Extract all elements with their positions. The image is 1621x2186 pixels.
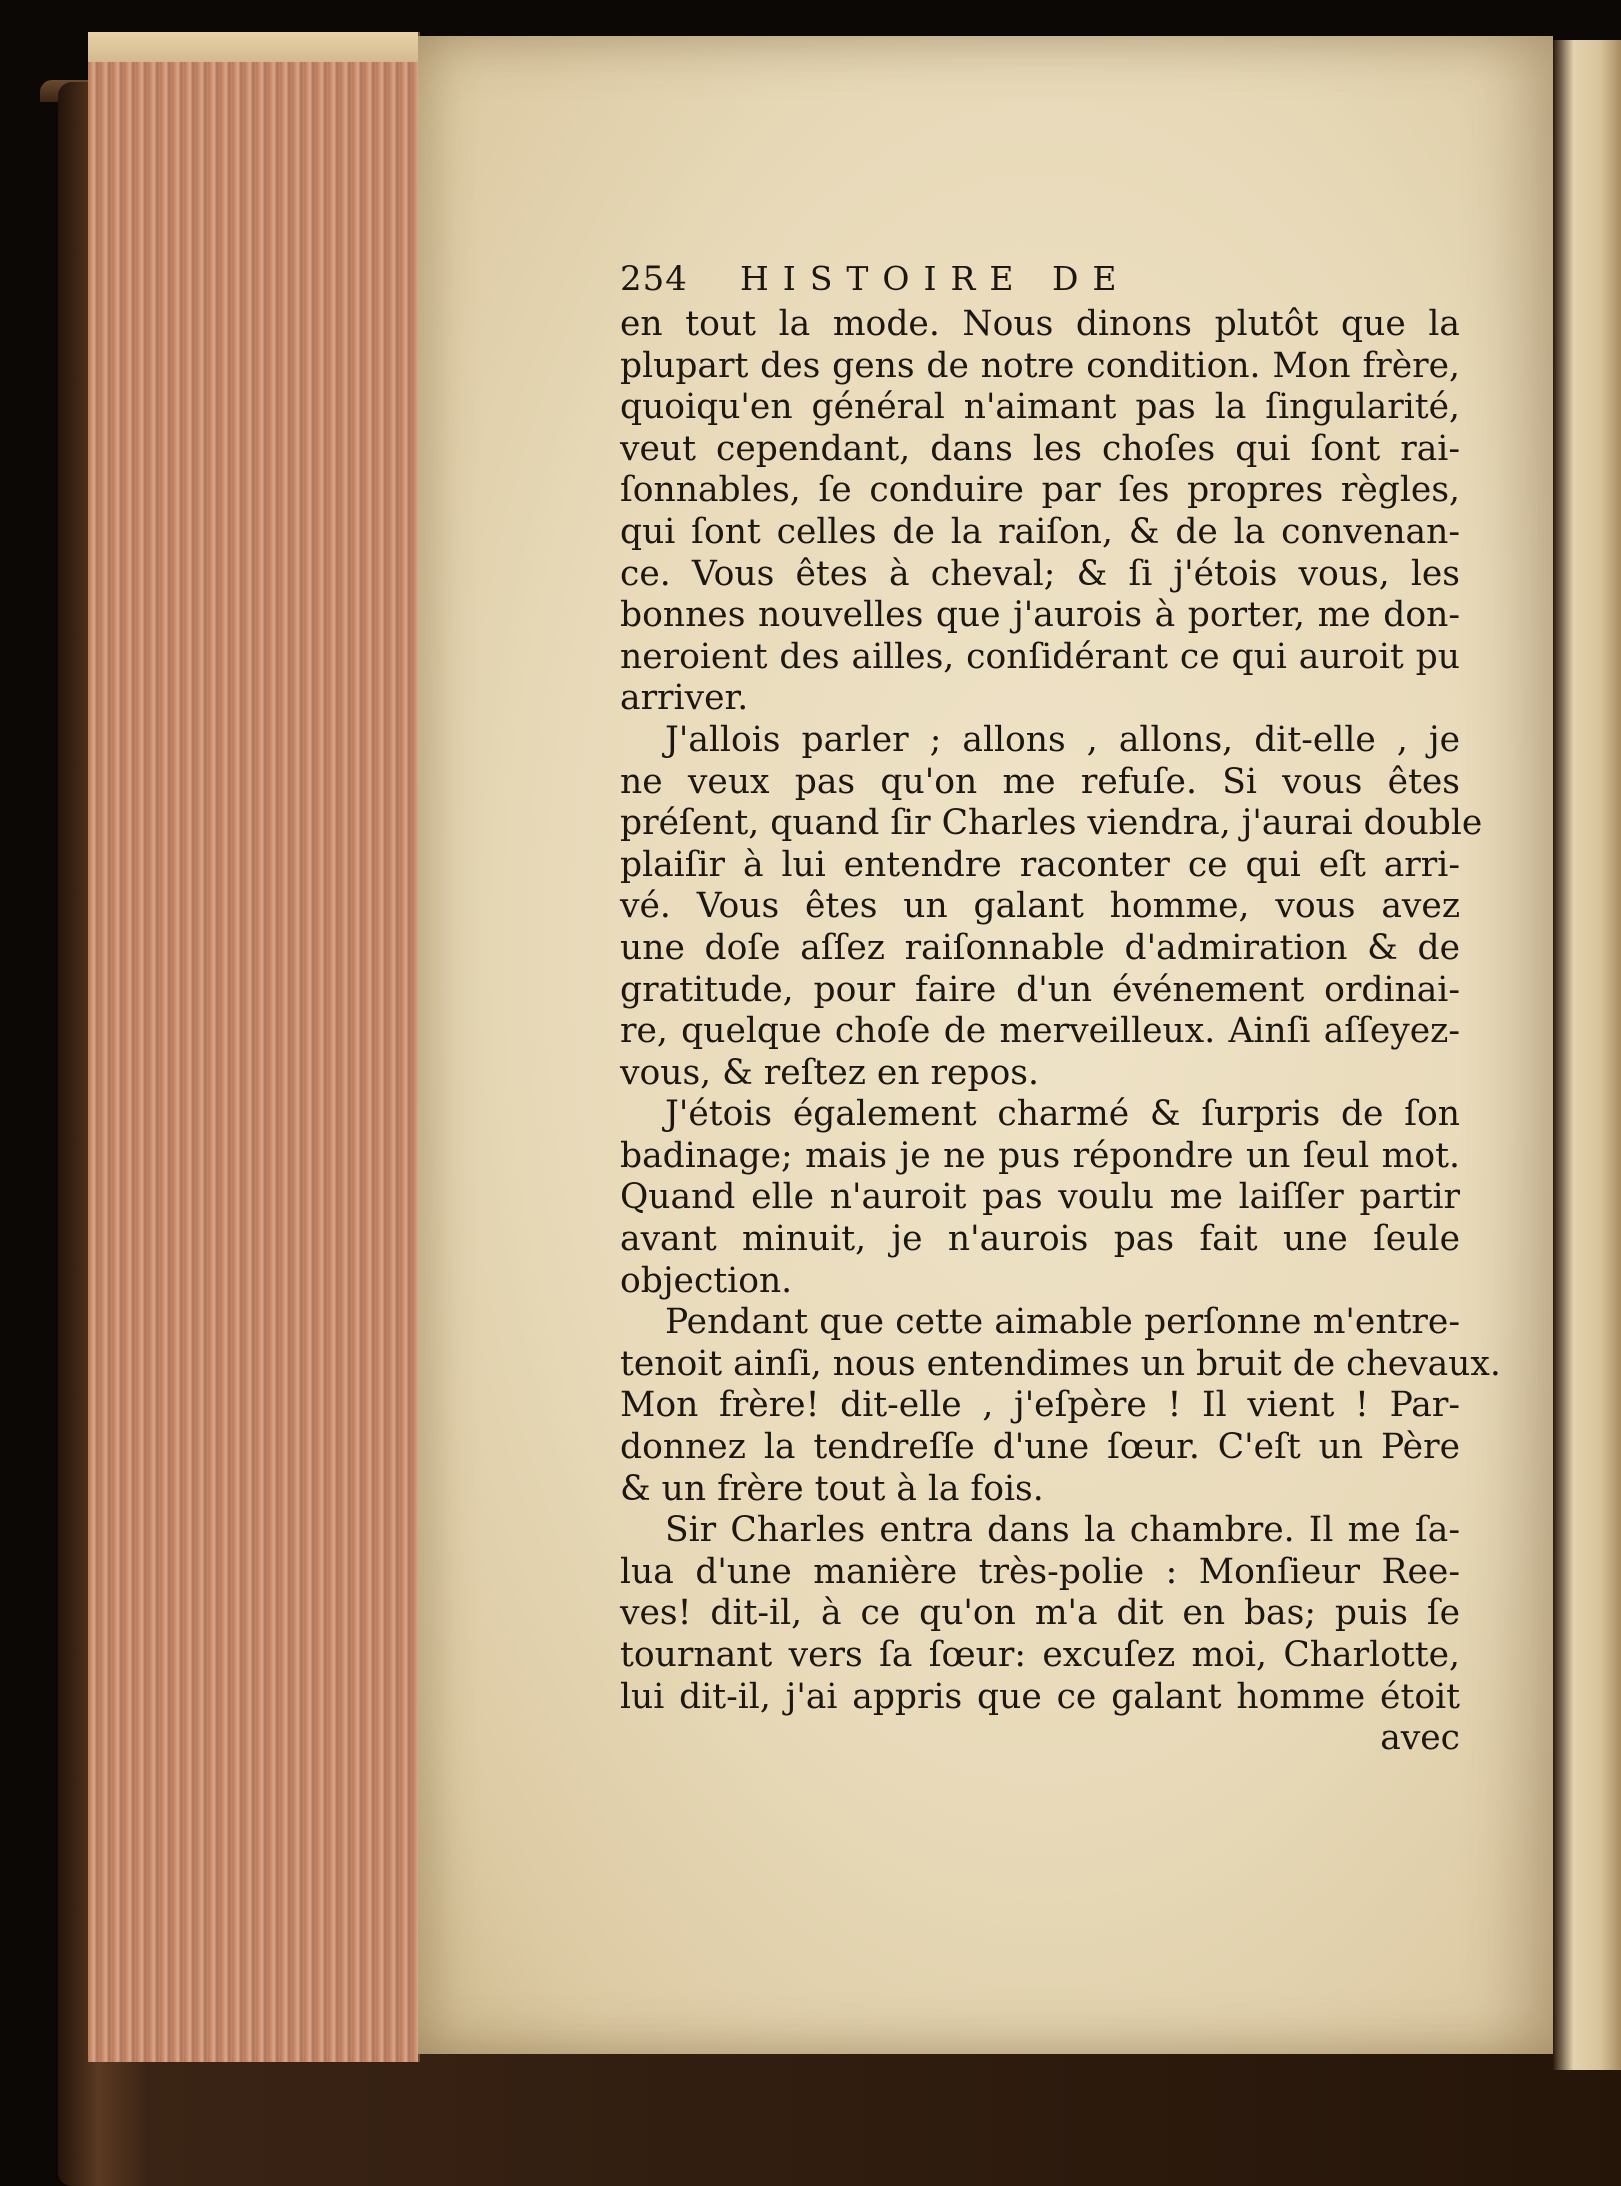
- catchword: avec: [1380, 1718, 1460, 1759]
- page-stack-edge: [88, 32, 420, 2062]
- text-line: préſent, quand ſir Charles viendra, j'aurai double: [620, 803, 1483, 844]
- text-line: lui dit-il, j'ai appris que ce galant homme étoit: [620, 1676, 1460, 1717]
- running-head: HISTOIRE DE: [740, 259, 1131, 298]
- text-line: quoiqu'en général n'aimant pas la ſingularité,: [620, 387, 1460, 428]
- text-line: ce. Vous êtes à cheval; & ſi j'étois vous, les: [620, 553, 1460, 594]
- text-line: avant minuit, je n'aurois pas fait une ſeule: [620, 1219, 1460, 1260]
- text-line: Quand elle n'auroit pas voulu me laiſſer partir: [620, 1177, 1460, 1218]
- text-line: donnez la tendreſſe d'une ſœur. C'eſt un Père: [620, 1427, 1460, 1468]
- text-line: J'étois également charmé & ſurpris de ſon: [665, 1094, 1460, 1135]
- text-line: tournant vers ſa ſœur: excuſez moi, Charlotte,: [620, 1635, 1460, 1675]
- text-line: ſonnables, ſe conduire par ſes propres règles,: [620, 470, 1460, 511]
- text-line: Mon frère! dit-elle , j'eſpère ! Il vient ! Par-: [620, 1385, 1460, 1426]
- page-number: 254: [620, 259, 688, 299]
- page-stack-top: [88, 32, 418, 62]
- text-line: en tout la mode. Nous dinons plutôt que la: [620, 304, 1460, 344]
- text-line: badinage; mais je ne pus répondre un ſeul mot.: [620, 1135, 1460, 1176]
- text-line: une doſe aſſez raiſonnable d'admiration & de: [620, 927, 1460, 968]
- text-line: arriver.: [620, 678, 749, 719]
- text-line: veut cependant, dans les choſes qui ſont rai-: [620, 428, 1460, 469]
- page-header: [620, 258, 1460, 310]
- text-line: plupart des gens de notre condition. Mon frère,: [620, 345, 1460, 386]
- text-line: J'allois parler ; allons , allons, dit-elle , je: [665, 719, 1460, 760]
- text-line: bonnes nouvelles que j'aurois à porter, me don-: [620, 595, 1460, 636]
- text-line: lua d'une manière très-polie : Monſieur Ree-: [620, 1551, 1460, 1592]
- text-line: re, quelque choſe de merveilleux. Ainſi aſſeyez-: [620, 1011, 1460, 1052]
- text-line: vous, & reſtez en repos.: [620, 1052, 1039, 1093]
- text-line: plaiſir à lui entendre raconter ce qui eſt arri-: [620, 844, 1460, 885]
- text-line: tenoit ainſi, nous entendimes un bruit de chevaux.: [620, 1343, 1501, 1384]
- page-text: [620, 258, 1501, 1760]
- text-line: Sir Charles entra dans la chambre. Il me ſa-: [665, 1510, 1460, 1551]
- text-line: objection.: [620, 1260, 793, 1301]
- text-line: Pendant que cette aimable perſonne m'entre-: [665, 1302, 1460, 1343]
- facing-page-edge: [1553, 40, 1621, 2070]
- text-line: ves! dit-il, à ce qu'on m'a dit en bas; puis ſe: [620, 1593, 1460, 1634]
- text-line: & un frère tout à la fois.: [620, 1468, 1044, 1509]
- text-line: neroient des ailles, conſidérant ce qui auroit pu: [620, 636, 1460, 677]
- text-lines: [620, 304, 1501, 1760]
- text-line: gratitude, pour faire d'un événement ordinai-: [620, 969, 1460, 1010]
- text-line: ne veux pas qu'on me refuſe. Si vous êtes: [620, 761, 1460, 802]
- text-line: vé. Vous êtes un galant homme, vous avez: [620, 886, 1460, 927]
- text-line: qui ſont celles de la raiſon, & de la convenan-: [620, 511, 1460, 552]
